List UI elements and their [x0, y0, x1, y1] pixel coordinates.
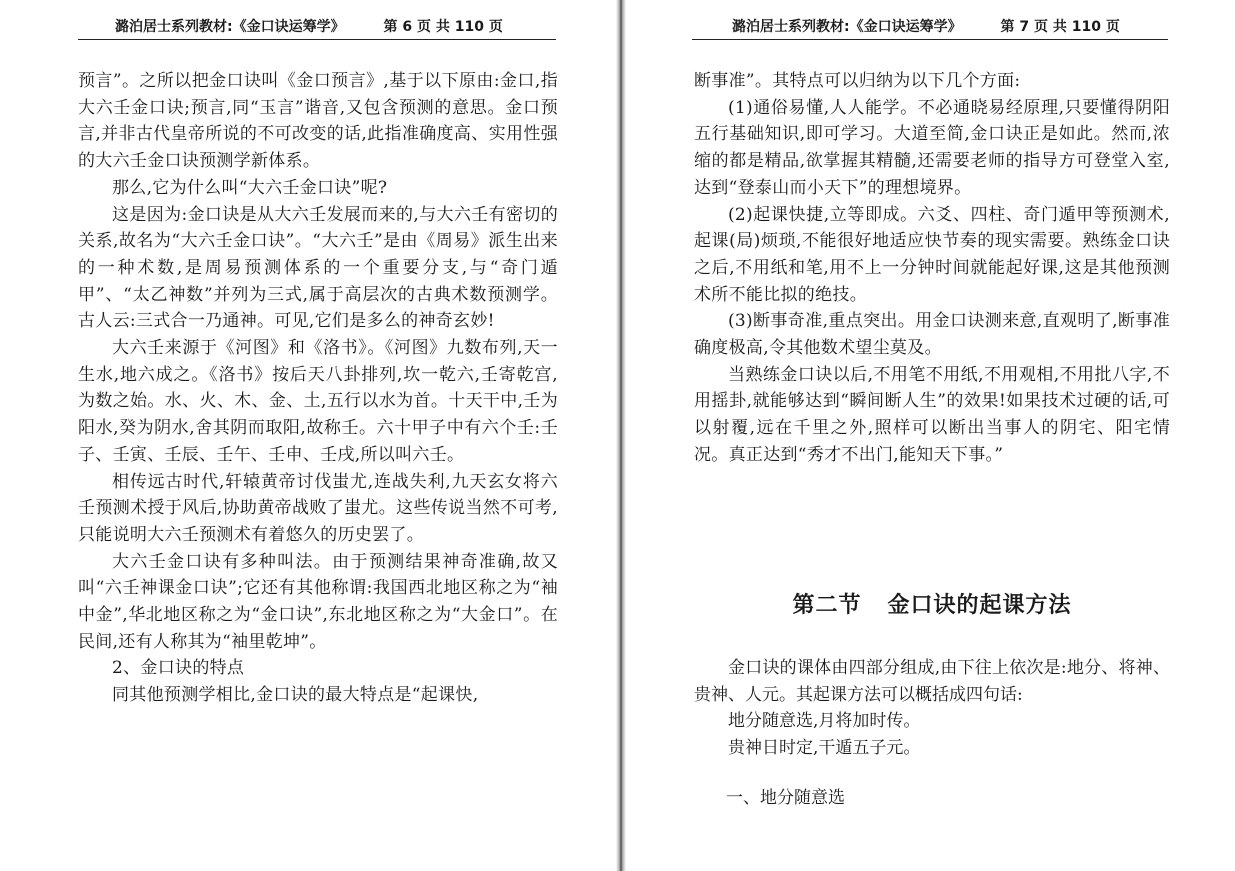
left-paragraph-7: 同其他预测学相比,金口诀的最大特点是“起课快, [112, 685, 479, 706]
left-page-header [115, 16, 503, 38]
left-header-rule [78, 39, 556, 40]
section-title-text: 金口诀的起课方法 [887, 593, 1072, 618]
left-paragraph-5: 相传远古时代,轩辕黄帝讨伐蚩尤,连战失利,九天玄女将六壬预测术授于风后,协助黄帝战败了蚩尤。这些传说当然不可考,只能说明大六壬预测术有着悠久的历史罢了。 [78, 471, 558, 545]
left-paragraph-1: 预言”。之所以把金口诀叫《金口预言》,基于以下原由:金口,指大六壬金口诀;预言,同“玉言”谐音,又包含预测的意思。金口预言,并非古代皇帝所说的不可改变的话,此指准确度高、实用性强的大六壬金口诀预测学新体系。 [78, 71, 558, 172]
section-paragraph-1: 金口诀的课体由四部分组成,由下往上依次是:地分、将神、贵神、人元。其起课方法可以概括成四句话: [694, 658, 1170, 705]
left-paragraph-3: 这是因为:金口诀是从大六壬发展而来的,与大六壬有密切的关系,故名为“大六壬金口诀”。“大六壬”是由《周易》派生出来的一种术数,是周易预测体系的一个重要分支,与“奇门遁甲”、“太乙神数”并列为三式,属于高层次的古典术数预测学。古人云:三式合一乃通神。可见,它们是多么的神奇玄妙! [78, 204, 558, 332]
left-header-page-number: 第 6 页 共 110 页 [383, 19, 503, 35]
right-paragraph-4: (3)断事奇准,重点突出。用金口诀测来意,直观明了,断事准确度极高,令其他数术望尘莫及。 [694, 311, 1170, 359]
section-subheading: 一、地分随意选 [726, 788, 845, 808]
right-header-rule [692, 39, 1168, 40]
left-paragraph-4: 大六壬来源于《河图》和《洛书》。《河图》九数布列,天一生水,地六成之。《洛书》按后天八卦排列,坎一乾六,壬寄乾宫,为数之始。水、火、木、金、土,五行以水为首。十天干中,壬为阳水,癸为阴水,舍其阴而取阳,故称壬。六十甲子中有六个壬:壬子、壬寅、壬辰、壬午、壬申、壬戌,所以叫六壬。 [78, 338, 558, 465]
left-paragraph-2: 那么,它为什么叫“大六壬金口诀”呢? [112, 177, 388, 198]
section-verse-2: 贵神日时定,干遁五子元。 [728, 737, 921, 758]
right-page-header [732, 16, 1120, 38]
left-header-series: 潞泊居士系列教材:《金口诀运筹学》 [115, 19, 345, 35]
left-paragraph-6: 大六壬金口诀有多种叫法。由于预测结果神奇准确,故又叫“六壬神课金口诀”;它还有其他称谓:我国西北地区称之为“袖中金”,华北地区称之为“金口诀”,东北地区称之为“大金口”。在民间,还有人称其为“袖里乾坤”。 [78, 551, 558, 652]
section-title [694, 588, 1170, 619]
right-paragraph-1: 断事准”。其特点可以归纳为以下几个方面: [694, 71, 1021, 91]
right-header-series: 潞泊居士系列教材:《金口诀运筹学》 [732, 19, 962, 35]
section-body [694, 655, 1170, 761]
right-header-page-number: 第 7 页 共 110 页 [1000, 19, 1120, 35]
right-page-body [694, 68, 1170, 469]
right-page [624, 0, 1235, 871]
left-page-body [78, 68, 558, 709]
right-paragraph-2: (1)通俗易懂,人人能学。不必通晓易经原理,只要懂得阴阳五行基础知识,即可学习。大道至简,金口诀正是如此。然而,浓缩的都是精品,欲掌握其精髓,还需要老师的指导方可登堂入室,达到“登泰山而小天下”的理想境界。 [694, 97, 1170, 198]
right-paragraph-3: (2)起课快捷,立等即成。六爻、四柱、奇门遁甲等预测术,起课(局)烦琐,不能很好地适应快节奏的现实需要。熟练金口诀之后,不用纸和笔,用不上一分钟时间就能起好课,这是其他预测术所不能比拟的绝技。 [694, 204, 1170, 305]
right-paragraph-5: 当熟练金口诀以后,不用笔不用纸,不用观相,不用批八字,不用摇卦,就能够达到“瞬间断人生”的效果!如果技术过硬的话,可以射覆,远在千里之外,照样可以断出当事人的阴宅、阳宅情况。真正达到“秀才不出门,能知天下事。” [694, 364, 1170, 465]
section-verse-1: 地分随意选,月将加时传。 [728, 711, 921, 731]
left-subheading-features: 2、金口诀的特点 [112, 658, 245, 679]
section-title-number: 第二节 [792, 593, 862, 618]
